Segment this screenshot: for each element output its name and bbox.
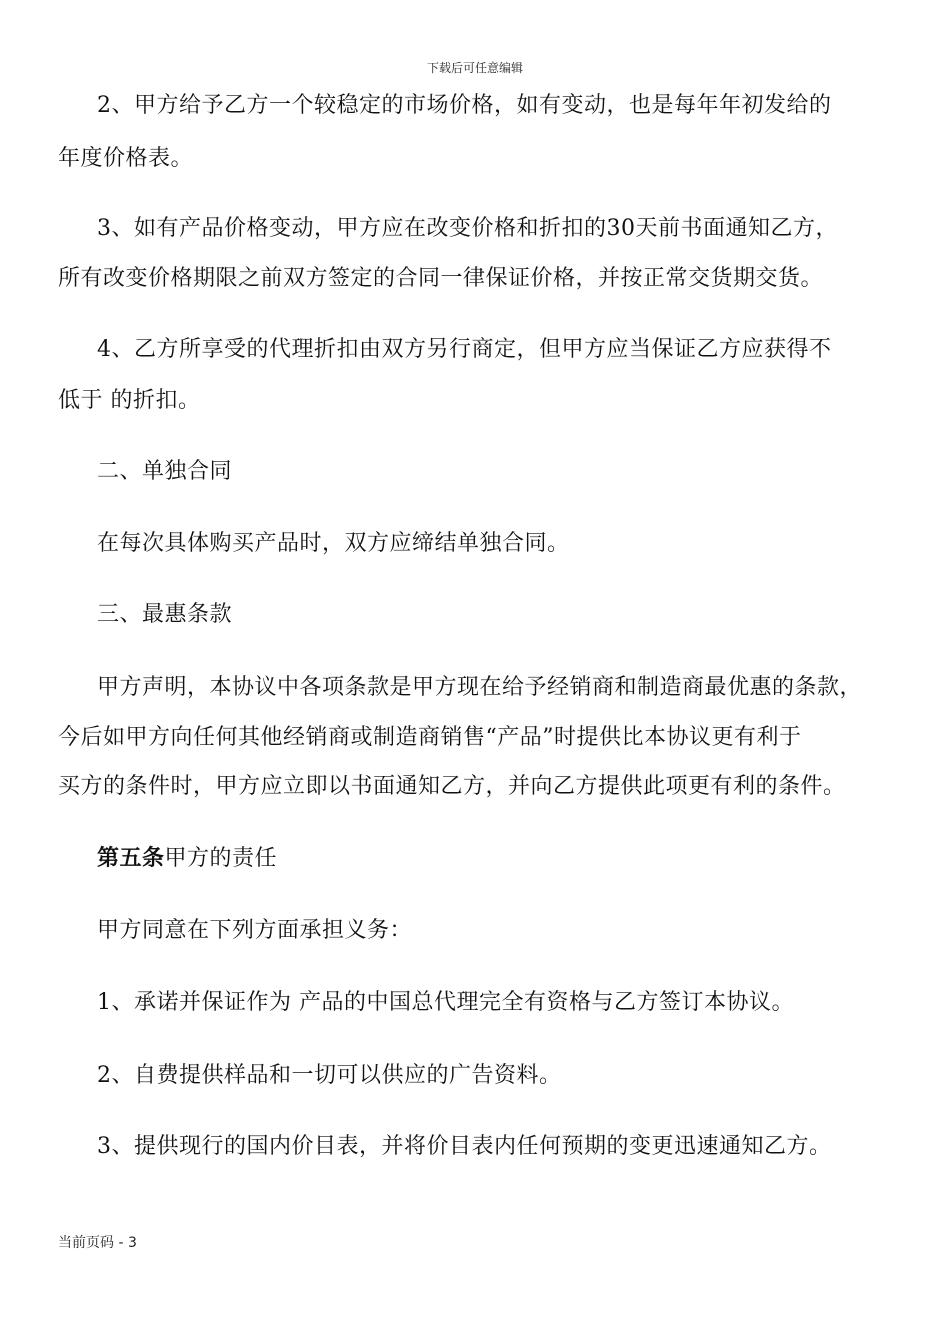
paragraph-line: 甲方同意在下列方面承担义务： [97,918,413,943]
paragraph-line: 今后如甲方向任何其他经销商或制造商销售“产品”时提供比本协议更有利于 [58,725,802,750]
article-number: 第五条 [97,846,165,871]
paragraph-line: 2、甲方给予乙方一个较稳定的市场价格，如有变动，也是每年年初发给的 [97,93,832,118]
header-note: 下载后可任意编辑 [426,61,523,75]
section-heading: 二、单独合同 [97,459,233,484]
paragraph-line: 在每次具体购买产品时，双方应缔结单独合同。 [97,531,570,556]
section-heading: 三、最惠条款 [97,602,233,627]
page-number: 当前页码 - 3 [58,1235,137,1251]
article-heading [97,845,277,873]
paragraph-line: 3、如有产品价格变动，甲方应在改变价格和折扣的30天前书面通知乙方， [97,216,838,241]
paragraph-line: 4、乙方所享受的代理折扣由双方另行商定，但甲方应当保证乙方应获得不 [97,337,832,362]
paragraph-line: 甲方声明，本协议中各项条款是甲方现在给予经销商和制造商最优惠的条款， [97,675,863,700]
paragraph-line: 所有改变价格期限之前双方签定的合同一律保证价格，并按正常交货期交货。 [58,266,824,291]
list-item: 1、承诺并保证作为 产品的中国总代理完全有资格与乙方签订本协议。 [97,990,794,1015]
article-title: 甲方的责任 [164,846,278,871]
paragraph-line: 低于 的折扣。 [58,388,201,413]
list-item: 3、提供现行的国内价目表，并将价目表内任何预期的变更迅速通知乙方。 [97,1134,832,1159]
paragraph-line: 买方的条件时，甲方应立即以书面通知乙方，并向乙方提供此项更有利的条件。 [58,774,846,799]
paragraph-line: 年度价格表。 [58,146,194,171]
list-item: 2、自费提供样品和一切可以供应的广告资料。 [97,1063,562,1088]
